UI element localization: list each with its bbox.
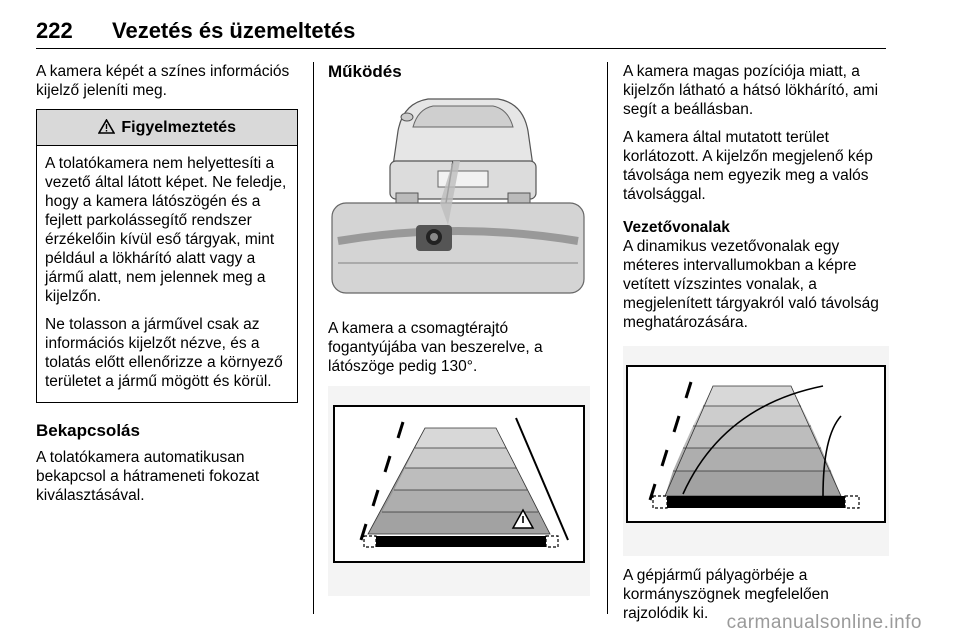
watermark: carmanualsonline.info <box>726 612 922 633</box>
warning-icon <box>98 119 115 134</box>
warning-para-2: Ne tolasson a járművel csak az információs kijelzőt nézve, és a tolatás előtt ellenőrizze a környező területet a jármű mögött és körül. <box>45 316 283 390</box>
warning-header <box>37 110 297 146</box>
section-title-operation: Működés <box>328 62 402 81</box>
column-3 <box>623 62 889 632</box>
warning-title: Figyelmeztetés <box>121 119 237 136</box>
warning-body <box>37 146 297 402</box>
trajectory-caption: A gépjármű pályagörbéje a kormányszögnek megfelelően rajzolódik ki. <box>623 567 829 622</box>
intro-text: A kamera képét a színes információs kijelző jeleníti meg. <box>36 63 290 99</box>
camera-display-illustration <box>328 386 590 596</box>
page-title: Vezetés és üzemeltetés <box>112 18 356 43</box>
page-number: 222 <box>36 18 73 43</box>
column-divider-1 <box>313 62 314 614</box>
warning-para-1: A tolatókamera nem helyettesíti a vezető által látott képet. Ne feledje, hogy a kamera látószögén és a fejlett parkolássegítő rendszer érzékelőin kívül eső tárgyak, mint például a lökhárító alatt vagy a jármű alatt, nem jelennek meg a kijelzőn. <box>45 155 287 305</box>
camera-location-illustration <box>328 91 590 301</box>
warning-box <box>36 109 298 403</box>
column-1 <box>36 62 298 514</box>
camera-position-text: A kamera magas pozíciója miatt, a kijelzőn látható a hátsó lökhárító, ami segít a beállásban. <box>623 63 879 118</box>
activation-text: A tolatókamera automatikusan bekapcsol a hátrameneti fokozat kiválasztásával. <box>36 449 260 504</box>
trajectory-illustration <box>623 346 889 556</box>
subtitle-guidelines: Vezetővonalak <box>623 219 730 236</box>
section-title-activation: Bekapcsolás <box>36 421 140 440</box>
camera-area-text: A kamera által mutatott terület korlátozott. A kijelzőn megjelenő kép távolsága nem egyezik meg a valós távolsággal. <box>623 129 873 203</box>
page-header <box>36 14 886 49</box>
column-divider-2 <box>607 62 608 614</box>
column-2 <box>328 62 590 596</box>
guidelines-text: A dinamikus vezetővonalak egy méteres intervallumokban a képre vetített vízszintes vonalak, a megjelenített tárgyakról való távolság meghatározására. <box>623 238 879 331</box>
camera-caption: A kamera a csomagtérajtó fogantyújába van beszerelve, a látószöge pedig 130°. <box>328 320 543 375</box>
